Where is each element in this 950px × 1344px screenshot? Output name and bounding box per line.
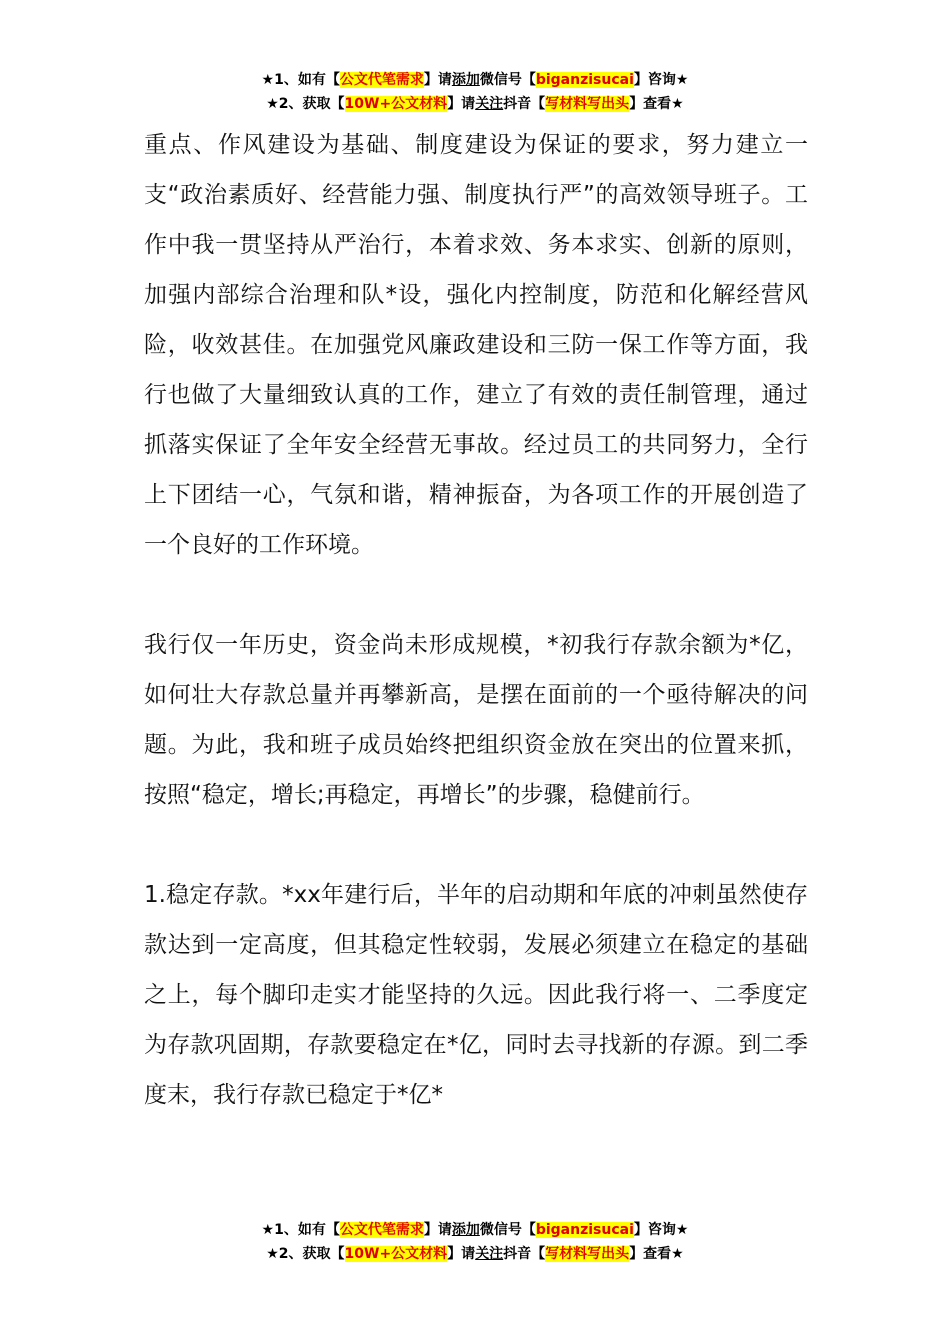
paragraph-gap [144, 820, 808, 870]
banner-text: ★1、如有【 [261, 1222, 340, 1238]
banner-underline: 关注 [475, 1246, 504, 1262]
paragraph-1: 重点、作风建设为基础、制度建设为保证的要求，努力建立一支“政治素质好、经营能力强、制度执行严”的高效领导班子。工作中我一贯坚持从严治行，本着求效、务本求实、创新的原则，加强内部综合治理和队*设，强化内控制度，防范和化解经营风险，收效甚佳。在加强党风廉政建设和三防一保工作等方面，我行也做了大量细致认真的工作，建立了有效的责任制管理，通过抓落实保证了全年安全经营无事故。经过员工的共同努力，全行上下团结一心，气氛和谐，精神振奋，为各项工作的开展创造了一个良好的工作环境。 [144, 132, 808, 558]
banner-text: 微信号【 [479, 1222, 536, 1238]
banner-highlight: biganzisucai [535, 72, 634, 88]
footer-banner [0, 1218, 950, 1266]
banner-underline: 关注 [475, 96, 504, 112]
banner-text: ★2、获取【 [266, 96, 345, 112]
banner-highlight: biganzisucai [535, 1222, 634, 1238]
banner-text: 】请 [423, 72, 452, 88]
banner-text: 】查看★ [629, 96, 684, 112]
banner-text: 】请 [423, 1222, 452, 1238]
paragraph-gap [144, 570, 808, 620]
banner-text: 微信号【 [479, 72, 536, 88]
banner-highlight: 公文代笔需求 [339, 72, 424, 88]
paragraph-3: 1.稳定存款。*xx年建行后，半年的启动期和年底的冲刺虽然使存款达到一定高度，但其稳定性较弱，发展必须建立在稳定的基础之上，每个脚印走实才能坚持的久远。因此我行将一、二季度定为存款巩固期，存款要稳定在*亿，同时去寻找新的存源。到二季度末，我行存款已稳定于*亿* [144, 882, 808, 1108]
banner-text: ★1、如有【 [261, 72, 340, 88]
banner-text: 】请 [447, 96, 476, 112]
banner-text: 抖音【 [503, 1246, 546, 1262]
banner-line-2 [0, 92, 950, 116]
banner-line-2 [0, 1242, 950, 1266]
banner-underline: 添加 [451, 72, 480, 88]
banner-line-1 [0, 1218, 950, 1242]
banner-underline: 添加 [451, 1222, 480, 1238]
banner-text: 】请 [447, 1246, 476, 1262]
paragraph-2: 我行仅一年历史，资金尚未形成规模，*初我行存款余额为*亿，如何壮大存款总量并再攀新高，是摆在面前的一个亟待解决的问题。为此，我和班子成员始终把组织资金放在突出的位置来抓，按照“稳定，增长;再稳定，再增长”的步骤，稳健前行。 [144, 632, 808, 808]
banner-text: 抖音【 [503, 96, 546, 112]
banner-highlight: 写材料写出头 [545, 96, 630, 112]
banner-text: ★2、获取【 [266, 1246, 345, 1262]
banner-highlight: 10W+公文材料 [344, 1246, 448, 1262]
document-body [144, 120, 808, 1120]
banner-highlight: 公文代笔需求 [339, 1222, 424, 1238]
banner-highlight: 写材料写出头 [545, 1246, 630, 1262]
header-banner [0, 68, 950, 116]
banner-line-1 [0, 68, 950, 92]
banner-text: 】咨询★ [633, 72, 689, 88]
banner-text: 】查看★ [629, 1246, 684, 1262]
banner-text: 】咨询★ [633, 1222, 689, 1238]
banner-highlight: 10W+公文材料 [344, 96, 448, 112]
